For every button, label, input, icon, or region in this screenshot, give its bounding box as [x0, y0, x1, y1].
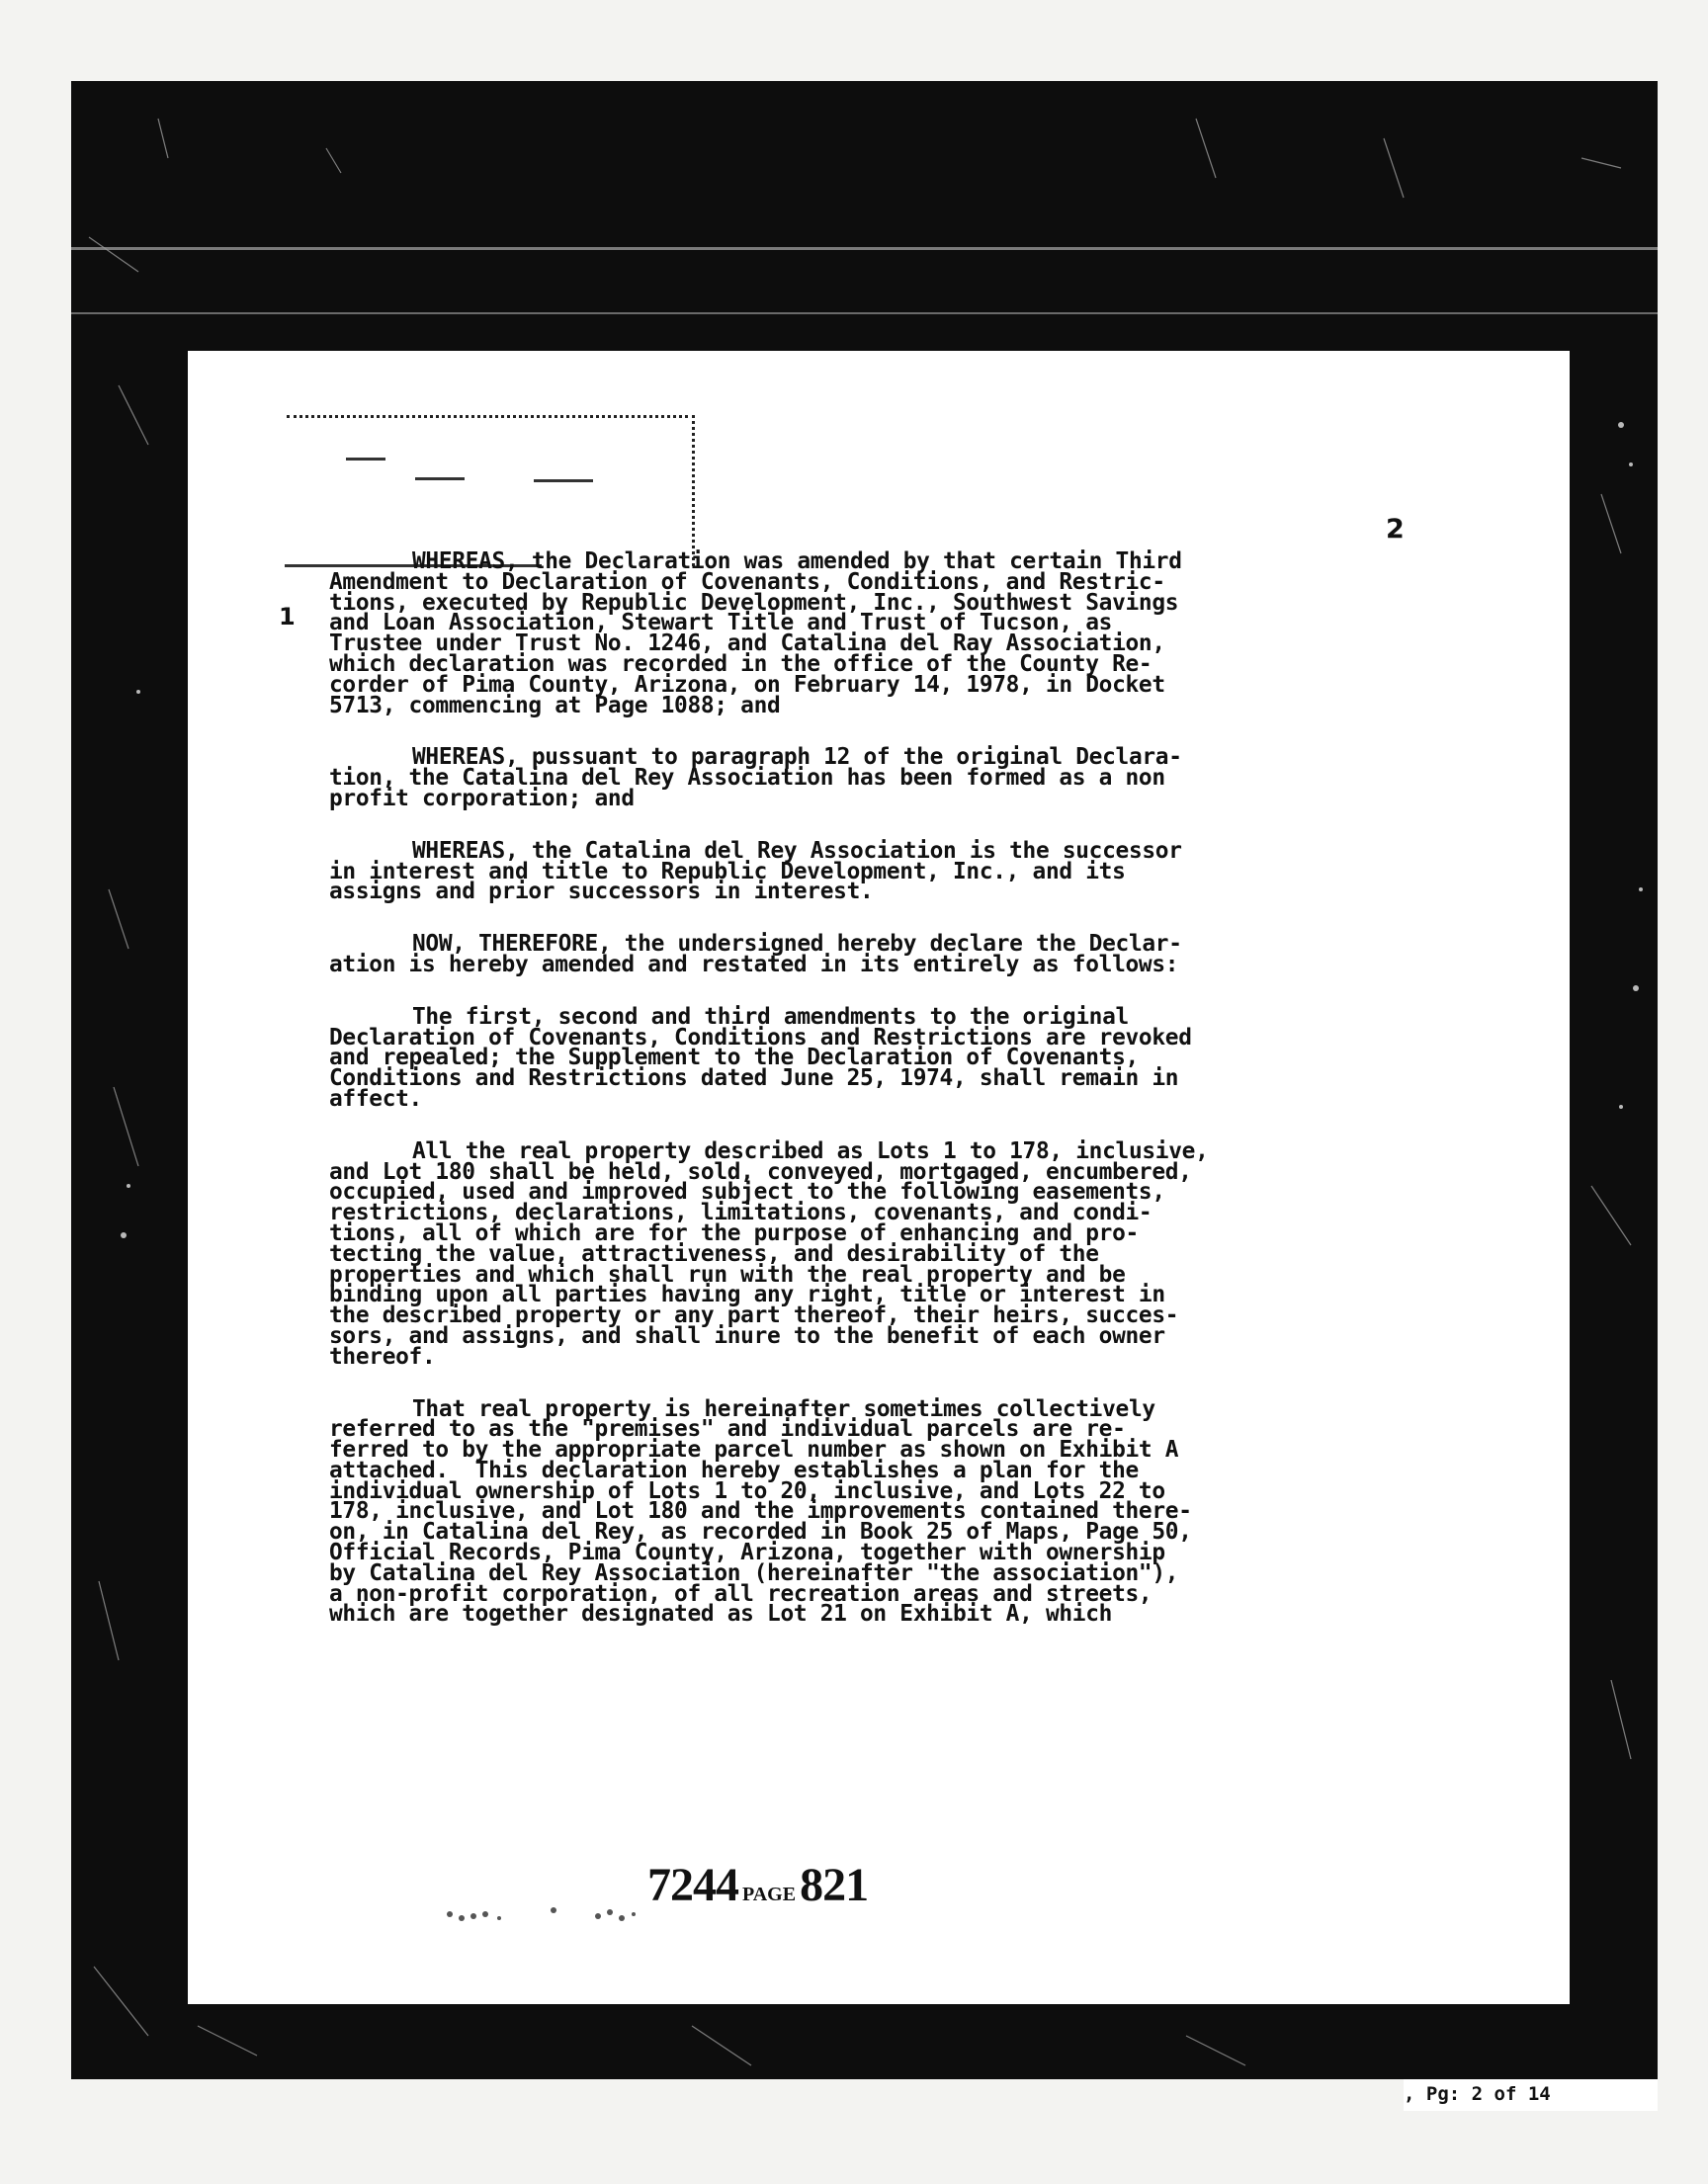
text-line: attached. This declaration hereby establishes a plan for the — [329, 1457, 1139, 1483]
text-line: the described property or any part thereof, their heirs, succes- — [329, 1302, 1179, 1329]
page-number: 2 — [1386, 514, 1405, 545]
text-line: restrictions, declarations, limitations, covenants, and condi- — [329, 1200, 1153, 1226]
page-label: PAGE — [742, 1884, 797, 1905]
text-line: and Loan Association, Stewart Title and Trust of Tucson, as — [329, 610, 1113, 636]
text-line: WHEREAS, the Catalina del Rey Association is the successor — [412, 837, 1182, 864]
text-line: tions, all of which are for the purpose of enhancing and pro- — [329, 1219, 1139, 1246]
text-line: That real property is hereinafter sometimes collectively — [412, 1395, 1155, 1422]
text-line: Amendment to Declaration of Covenants, Conditions, and Restric- — [329, 568, 1165, 595]
text-line: referred to as the "premises" and individual parcels are re- — [329, 1416, 1126, 1443]
text-line: tion, the Catalina del Rey Association has been formed as a non — [329, 765, 1165, 792]
document-body — [329, 548, 1416, 1656]
text-line: occupied, used and improved subject to the following easements, — [329, 1179, 1165, 1206]
paragraph — [329, 837, 1416, 905]
text-line: on, in Catalina del Rey, as recorded in Book 25 of Maps, Page 50, — [329, 1519, 1192, 1546]
text-line: All the real property described as Lots 1 to 178, inclusive, — [412, 1137, 1209, 1164]
page-indicator: , Pg: 2 of 14 — [1404, 2079, 1658, 2111]
text-line: 178, inclusive, and Lot 180 and the improvements contained there- — [329, 1498, 1192, 1525]
paragraph — [329, 1395, 1416, 1628]
text-line: WHEREAS, the Declaration was amended by that certain Third — [412, 548, 1182, 574]
text-line: tions, executed by Republic Development, Inc., Southwest Savings — [329, 589, 1179, 616]
text-line: binding upon all parties having any right, title or interest in — [329, 1282, 1165, 1308]
text-line: properties and which shall run with the real property and be — [329, 1261, 1126, 1288]
text-line: individual ownership of Lots 1 to 20, inclusive, and Lots 22 to — [329, 1477, 1165, 1504]
text-line: which are together designated as Lot 21 on Exhibit A, which — [329, 1601, 1113, 1628]
paragraph — [329, 548, 1416, 718]
text-line: Trustee under Trust No. 1246, and Catalina del Ray Association, — [329, 630, 1165, 657]
stamp-smudge — [440, 1902, 667, 1932]
text-line: profit corporation; and — [329, 785, 635, 811]
text-line: tecting the value, attractiveness, and desirability of the — [329, 1240, 1099, 1267]
text-line: Official Records, Pima County, Arizona, together with ownership — [329, 1540, 1165, 1566]
text-line: ation is hereby amended and restated in its entirely as follows: — [329, 951, 1179, 977]
book-page-stamp — [647, 1858, 868, 1912]
paragraph — [329, 744, 1416, 811]
docket-number: 7244 — [647, 1859, 738, 1911]
paragraph — [329, 1137, 1416, 1370]
text-line: corder of Pima County, Arizona, on February 14, 1978, in Docket — [329, 671, 1165, 698]
text-line: by Catalina del Rey Association (hereinafter "the association"), — [329, 1559, 1179, 1586]
text-line: Declaration of Covenants, Conditions and Restrictions are revoked — [329, 1024, 1192, 1050]
paragraph — [329, 1003, 1416, 1112]
text-line: and Lot 180 shall be held, sold, conveyed, mortgaged, encumbered, — [329, 1158, 1192, 1185]
text-line: sors, and assigns, and shall inure to the benefit of each owner — [329, 1322, 1165, 1349]
text-line: The first, second and third amendments to the original — [412, 1003, 1129, 1030]
text-line: a non-profit corporation, of all recreation areas and streets, — [329, 1580, 1153, 1607]
text-line: and repealed; the Supplement to the Declaration of Covenants, — [329, 1045, 1139, 1071]
margin-mark: 1 — [279, 603, 296, 630]
recording-stamp-box — [287, 415, 695, 566]
text-line: which declaration was recorded in the office of the County Re- — [329, 650, 1153, 677]
text-line: ferred to by the appropriate parcel number as shown on Exhibit A — [329, 1437, 1179, 1464]
text-line: affect. — [329, 1085, 422, 1112]
text-line: NOW, THEREFORE, the undersigned hereby declare the Declar- — [412, 931, 1182, 958]
text-line: assigns and prior successors in interest. — [329, 879, 874, 905]
paragraph — [329, 931, 1416, 977]
text-line: 5713, commencing at Page 1088; and — [329, 692, 781, 718]
stamp-page-number: 821 — [800, 1859, 869, 1911]
text-line: thereof. — [329, 1343, 436, 1370]
text-line: in interest and title to Republic Development, Inc., and its — [329, 858, 1126, 884]
text-line: Conditions and Restrictions dated June 25, 1974, shall remain in — [329, 1065, 1179, 1092]
text-line: WHEREAS, pussuant to paragraph 12 of the original Declara- — [412, 744, 1182, 771]
